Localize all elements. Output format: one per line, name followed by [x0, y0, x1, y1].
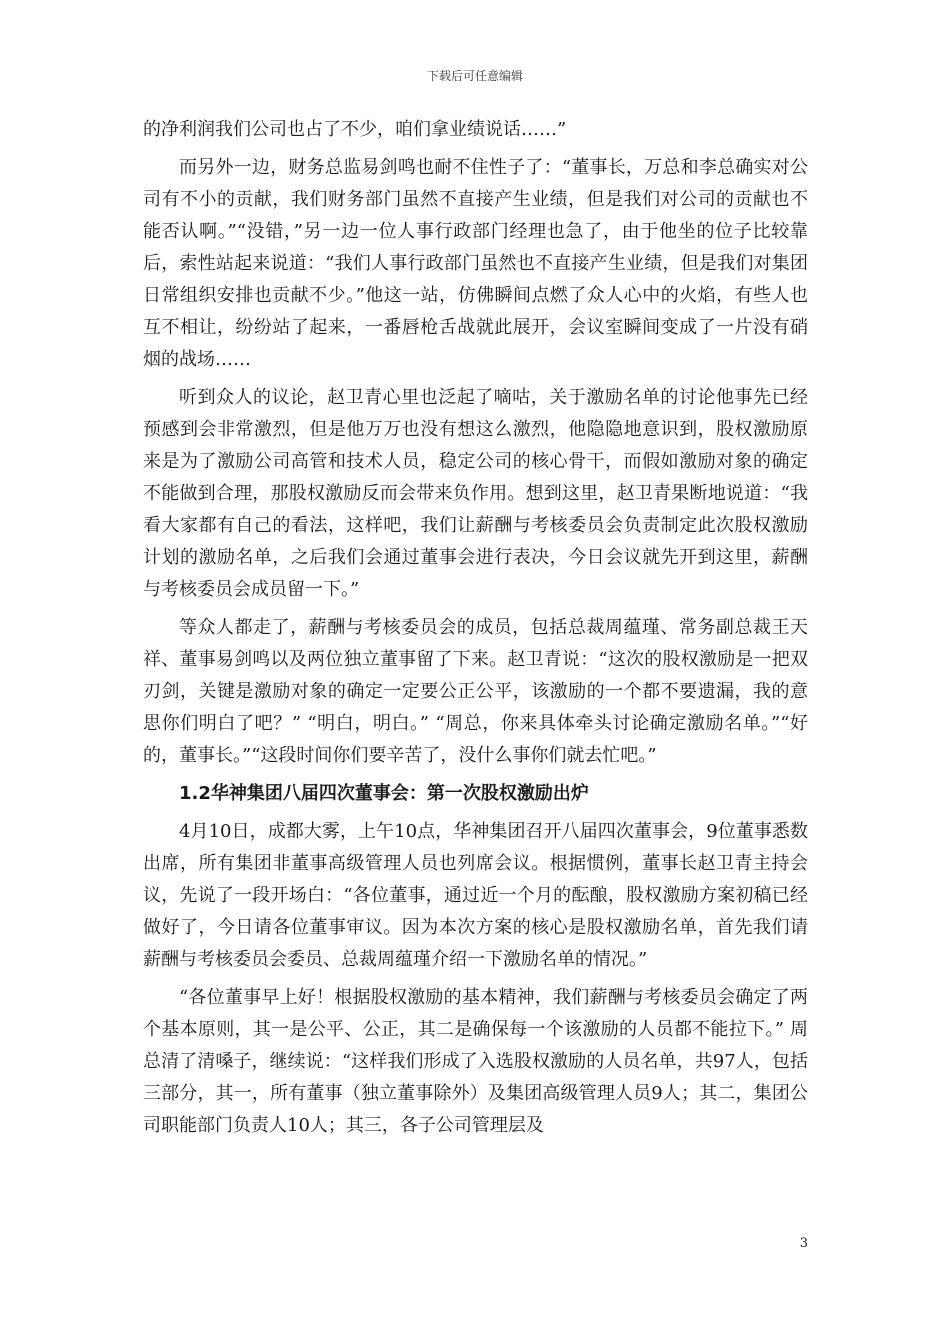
document-body — [143, 114, 808, 1148]
page-number: 3 — [799, 1236, 808, 1251]
paragraph: 听到众人的议论，赵卫青心里也泛起了嘀咕，关于激励名单的讨论他事先已经预感到会非常激烈，但是他万万也没有想这么激烈，他隐隐地意识到，股权激励原来是为了激励公司高管和技术人员，稳定公司的核心骨干，而假如激励对象的确定不能做到合理，那股权激励反而会带来负作用。想到这里，赵卫青果断地说道：“我看大家都有自己的看法，这样吧，我们让薪酬与考核委员会负责制定此次股权激励计划的激励名单，之后我们会通过董事会进行表决，今日会议就先开到这里，薪酬与考核委员会成员留一下。” — [143, 387, 808, 600]
paragraph: 等众人都走了，薪酬与考核委员会的成员，包括总裁周蕴瑾、常务副总裁王天祥、董事易剑鸣以及两位独立董事留了下来。赵卫青说：“这次的股权激励是一把双刃剑，关键是激励对象的确定一定要公正公平，该激励的一个都不要遗漏，我的意思你们明白了吧？” “明白，明白。” “周总，你来具体牵头讨论确定激励名单。”“好的，董事长。”“这段时间你们要辛苦了，没什么事你们就去忙吧。” — [143, 617, 808, 766]
section-heading: 1.2华神集团八届四次董事会：第一次股权激励出炉 — [179, 783, 589, 804]
paragraph-continuation: 的净利润我们公司也占了不少，咱们拿业绩说话……” — [143, 119, 567, 140]
paragraph: 而另外一边，财务总监易剑鸣也耐不住性子了：“董事长，万总和李总确实对公司有不小的贡献，我们财务部门虽然不直接产生业绩，但是我们对公司的贡献也不能否认啊。”“没错，”另一边一位人事行政部门经理也急了，由于他坐的位子比较靠后，索性站起来说道：“我们人事行政部门虽然也不直接产生业绩，但是我们对集团日常组织安排也贡献不少。”他这一站，仿佛瞬间点燃了众人心中的火焰，有些人也互不相让，纷纷站了起来，一番唇枪舌战就此展开，会议室瞬间变成了一片没有硝烟的战场…… — [143, 157, 808, 370]
paragraph: 4月10日，成都大雾，上午10点，华神集团召开八届四次董事会，9位董事悉数出席，所有集团非董事高级管理人员也列席会议。根据惯例，董事长赵卫青主持会议，先说了一段开场白：“各位董事，通过近一个月的酝酿，股权激励方案初稿已经做好了，今日请各位董事审议。因为本次方案的核心是股权激励名单，首先我们请薪酬与考核委员会委员、总裁周蕴瑾介绍一下激励名单的情况。” — [143, 821, 808, 970]
paragraph: “各位董事早上好！根据股权激励的基本精神，我们薪酬与考核委员会确定了两个基本原则，其一是公平、公正，其二是确保每一个该激励的人员都不能拉下。” 周总清了清嗓子，继续说：“这样我们形成了入选股权激励的人员名单，共97人，包括三部分，其一，所有董事（独立董事除外）及集团高级管理人员9人；其二，集团公司职能部门负责人10人；其三，各子公司管理层及 — [143, 987, 808, 1136]
page-header: 下载后可任意编辑 — [426, 69, 523, 83]
